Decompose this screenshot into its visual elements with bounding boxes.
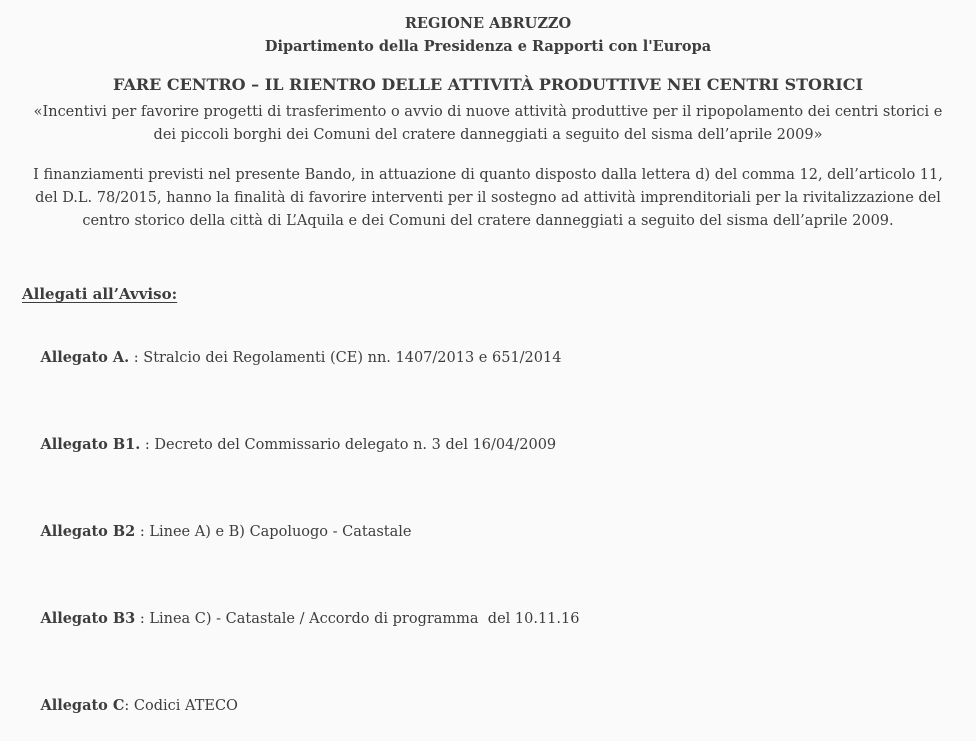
- attachment-label: Allegato B2: [40, 523, 136, 540]
- org-title: REGIONE ABRUZZO: [404, 15, 572, 32]
- dept-title: Dipartimento della Presidenza e Rapporti con l'Europa: [264, 38, 712, 55]
- attachment-description: Linea C) - Catastale / Accordo di programma del 10.11.16: [149, 611, 580, 627]
- attachment-description: Codici ATECO: [133, 698, 238, 714]
- attachment-separator: :: [135, 524, 150, 540]
- attachment-separator: :: [129, 350, 144, 366]
- document-header: [22, 12, 954, 58]
- attachment-item-b3: [22, 584, 954, 654]
- attachment-description: Decreto del Commissario delegato n. 3 del 16/04/2009: [154, 437, 557, 453]
- attachment-item-b2: [22, 497, 954, 567]
- notice-title: FARE CENTRO – IL RIENTRO DELLE ATTIVITÀ PRODUTTIVE NEI CENTRI STORICI: [113, 75, 863, 94]
- attachment-item-c: [22, 671, 954, 741]
- notice-subtitle: «Incentivi per favorire progetti di trasferimento o avvio di nuove attività produttive per il ripopolamento dei centri storici e dei piccoli borghi dei Comuni del cratere danneggiati a seguito del sisma dell’aprile 2009»: [33, 104, 943, 143]
- attachment-label: Allegato C: [40, 697, 125, 714]
- attachment-item-b1: [22, 410, 954, 480]
- intro-paragraph: I finanziamenti previsti nel presente Bando, in attuazione di quanto disposto dalla lettera d) del comma 12, dell’articolo 11, del D.L. 78/2015, hanno la finalità di favorire interventi per il sostegno ad attività imprenditoriali per la rivitalizzazione del centro storico della città di L’Aquila e dei Comuni del cratere danneggiati a seguito del sisma dell’aprile 2009.: [33, 167, 943, 229]
- attachment-label: Allegato B3: [40, 610, 136, 627]
- attachment-separator: :: [135, 611, 150, 627]
- attachment-label: Allegato B1.: [40, 436, 141, 453]
- attachment-separator: :: [140, 437, 155, 453]
- attachment-separator: :: [124, 698, 134, 714]
- attachment-description: Linee A) e B) Capoluogo - Catastale: [149, 524, 412, 540]
- attachment-description: Stralcio dei Regolamenti (CE) nn. 1407/2013 e 651/2014: [143, 350, 562, 366]
- attachment-item-a: [22, 323, 954, 393]
- attachment-label: Allegato A.: [40, 349, 130, 366]
- attachments-heading: Allegati all’Avviso:: [22, 285, 178, 303]
